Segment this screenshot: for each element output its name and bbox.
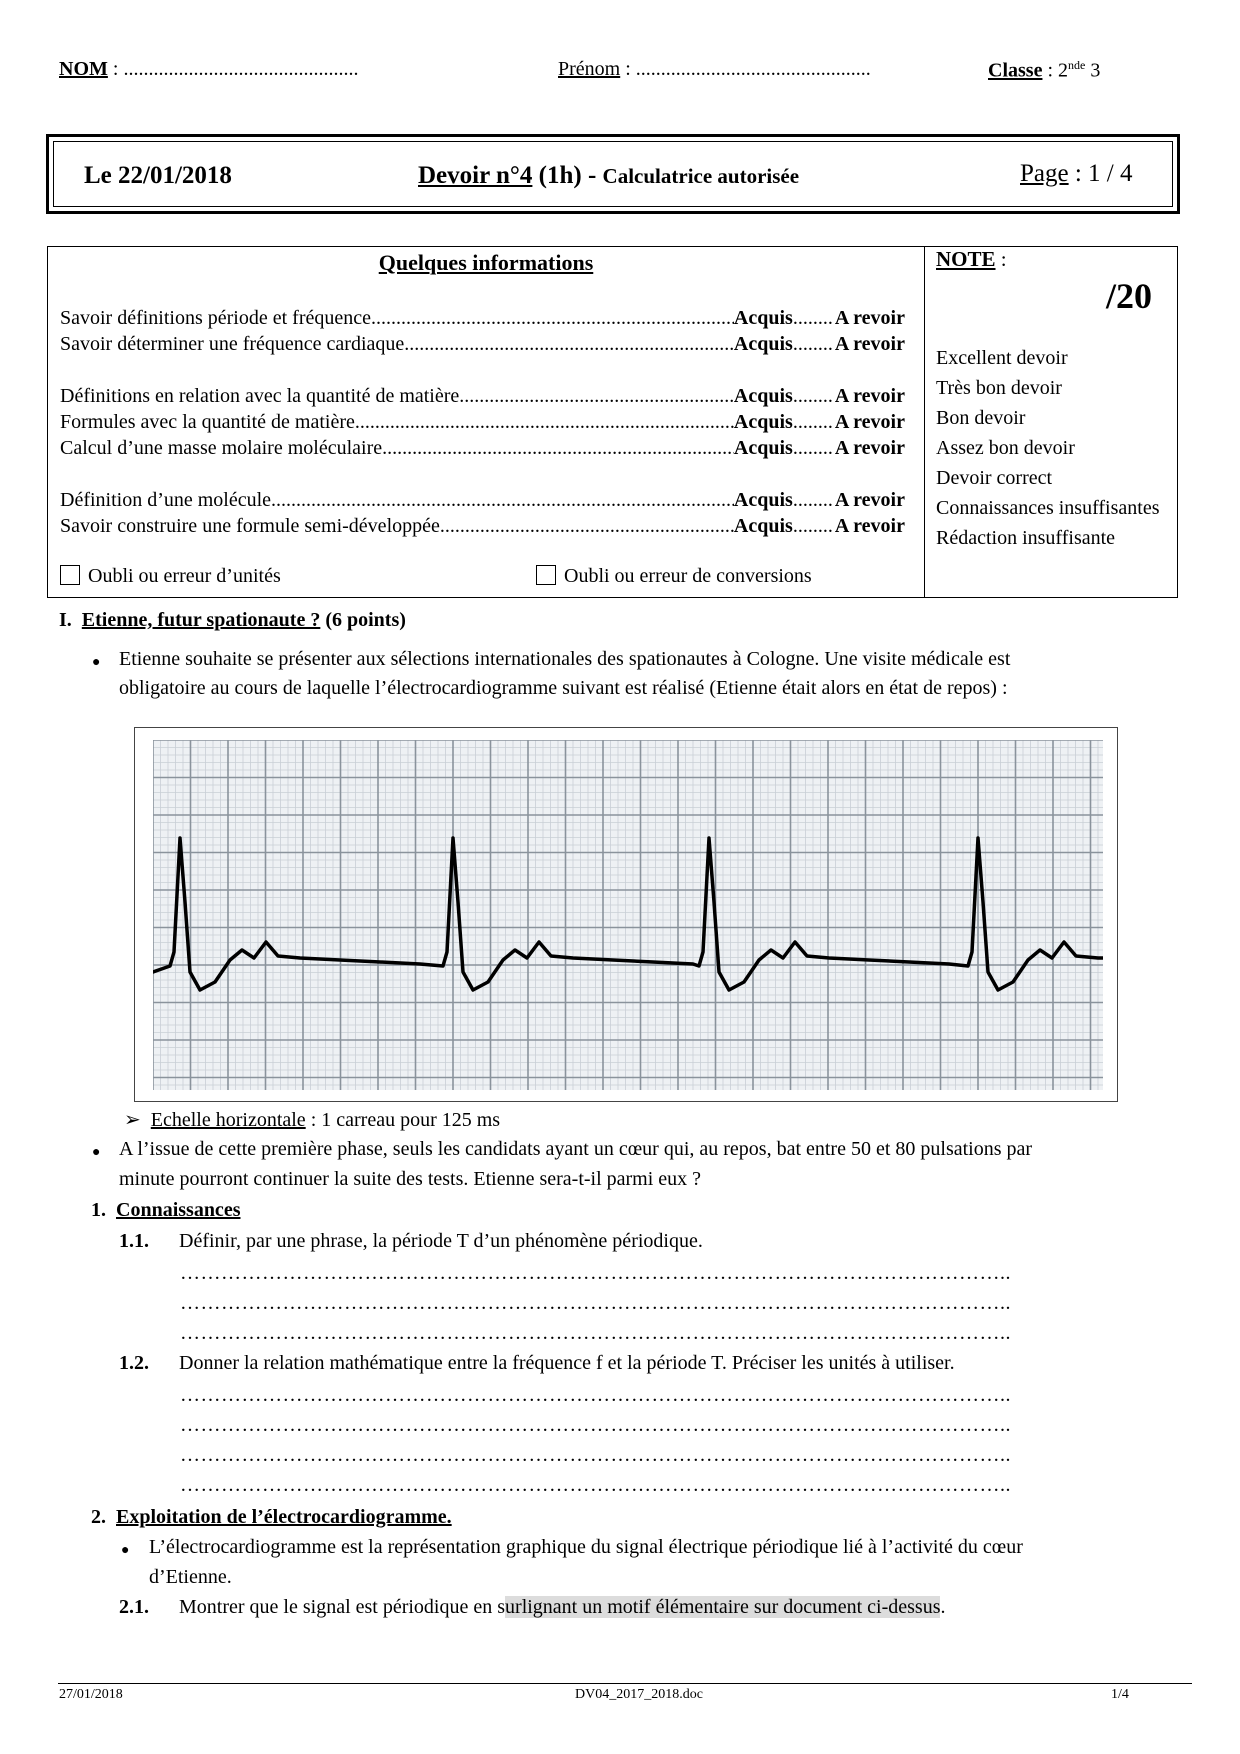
- acquis-label: Acquis: [733, 437, 793, 459]
- leader-dots: [382, 437, 734, 460]
- separator-dots: ........: [792, 385, 833, 407]
- a-revoir-label: A revoir: [834, 385, 905, 407]
- leader-dots: [404, 333, 734, 356]
- conversions-checkbox-row: [536, 565, 812, 588]
- devoir-duration: (1h) -: [532, 162, 603, 189]
- part-2-title: Exploitation de l’électrocardiogramme.: [116, 1506, 452, 1528]
- skill-row: [60, 411, 905, 434]
- ecg-grid: [153, 740, 1103, 1090]
- leader-dots: [271, 489, 734, 512]
- a-revoir-label: A revoir: [834, 333, 905, 355]
- answer-line[interactable]: …………………………………………………………………………………………………………..: [180, 1444, 1011, 1466]
- answer-line[interactable]: …………………………………………………………………………………………………………..: [180, 1322, 1011, 1344]
- bullet-icon: ●: [121, 1543, 130, 1558]
- acquis-label: Acquis: [733, 515, 793, 537]
- conversions-checkbox[interactable]: [536, 565, 556, 585]
- skill-label: Savoir définitions période et fréquence: [60, 307, 371, 329]
- calculator-note: Calculatrice autorisée: [602, 164, 800, 188]
- condition-line-1: A l’issue de cette première phase, seuls les candidats ayant un cœur qui, au repos, bat entre 50 et 80 pulsations par: [119, 1138, 1033, 1160]
- q12-number: 1.2.: [119, 1352, 149, 1374]
- q21-highlighted-text: urlignant un motif élémentaire sur document ci-dessus: [505, 1596, 941, 1618]
- skill-label: Savoir construire une formule semi-développée: [60, 515, 440, 537]
- note-score: /20: [1106, 276, 1153, 316]
- skill-row: [60, 307, 905, 330]
- scale-line: [124, 1107, 500, 1132]
- note-heading: [936, 247, 1007, 272]
- a-revoir-label: A revoir: [834, 515, 905, 537]
- section-1-heading: [59, 609, 406, 632]
- section-1-title: Etienne, futur spationaute ?: [81, 609, 321, 631]
- arrow-bullet-icon: ➢: [124, 1109, 141, 1131]
- intro-line-1: Etienne souhaite se présenter aux sélections internationales des spationautes à Cologne. Une visite médicale est: [119, 648, 1011, 670]
- skill-row: [60, 437, 905, 460]
- nom-dots: : ...............................................: [107, 58, 359, 80]
- units-checkbox-label: Oubli ou erreur d’unités: [88, 565, 281, 587]
- part-1-heading: [91, 1199, 240, 1222]
- leader-dots: [459, 385, 734, 408]
- skill-label: Formules avec la quantité de matière: [60, 411, 355, 433]
- skill-row: [60, 515, 905, 538]
- info-table: [47, 246, 1178, 598]
- answer-line[interactable]: …………………………………………………………………………………………………………..: [180, 1474, 1011, 1496]
- bullet-icon: ●: [92, 655, 101, 670]
- acquis-label: Acquis: [733, 307, 793, 329]
- info-divider: [924, 247, 925, 597]
- title-inner-border: [53, 141, 1173, 207]
- part-2-number: 2.: [91, 1506, 106, 1528]
- answer-line[interactable]: …………………………………………………………………………………………………………..: [180, 1414, 1011, 1436]
- grade-item: Assez bon devoir: [936, 437, 1075, 459]
- conversions-checkbox-label: Oubli ou erreur de conversions: [564, 565, 812, 587]
- q12-text: Donner la relation mathématique entre la fréquence f et la période T. Préciser les unités à utiliser.: [179, 1352, 955, 1374]
- grade-item: Bon devoir: [936, 407, 1026, 429]
- q21-number: 2.1.: [119, 1596, 149, 1618]
- units-checkbox-row: [60, 565, 281, 588]
- note-colon: :: [995, 247, 1007, 271]
- classe-value: : 2: [1042, 59, 1069, 82]
- ecg-figure: [134, 727, 1118, 1102]
- skill-label: Savoir déterminer une fréquence cardiaque: [60, 333, 405, 355]
- section-1-points: (6 points): [320, 609, 406, 631]
- classe-label: Classe: [988, 59, 1043, 82]
- separator-dots: ........: [792, 333, 833, 355]
- prenom-dots: : ...............................................: [620, 58, 871, 80]
- q11-text: Définir, par une phrase, la période T d’un phénomène périodique.: [179, 1230, 703, 1252]
- grade-item: Devoir correct: [936, 467, 1053, 489]
- acquis-label: Acquis: [733, 411, 793, 433]
- skill-row: [60, 385, 905, 408]
- classe-value-post: 3: [1085, 59, 1101, 82]
- classe-field: [988, 58, 1100, 83]
- q21-text-end: .: [940, 1596, 946, 1618]
- classe-sup: nde: [1068, 58, 1086, 72]
- nom-field: [59, 58, 358, 81]
- skill-row: [60, 333, 905, 356]
- separator-dots: ........: [792, 489, 833, 511]
- footer-date: 27/01/2018: [59, 1687, 123, 1702]
- page-value: : 1 / 4: [1068, 160, 1133, 187]
- grade-item: Rédaction insuffisante: [936, 527, 1116, 549]
- grade-item: Très bon devoir: [936, 377, 1062, 399]
- grade-item: Connaissances insuffisantes: [936, 497, 1160, 519]
- q21-text: [179, 1596, 945, 1619]
- skill-label: Définition d’une molécule: [60, 489, 272, 511]
- skill-label: Calcul d’une masse molaire moléculaire: [60, 437, 383, 459]
- grade-item: Excellent devoir: [936, 347, 1068, 369]
- scale-value: : 1 carreau pour 125 ms: [305, 1109, 501, 1131]
- ecg-desc-line-2: d’Etienne.: [149, 1566, 232, 1588]
- q11-number: 1.1.: [119, 1230, 149, 1252]
- nom-label: NOM: [59, 58, 108, 80]
- section-1-number: I.: [59, 609, 72, 631]
- leader-dots: [355, 411, 734, 434]
- a-revoir-label: A revoir: [834, 437, 905, 459]
- leader-dots: [371, 307, 734, 330]
- part-2-heading: [91, 1506, 452, 1529]
- bullet-icon: ●: [92, 1145, 101, 1160]
- answer-line[interactable]: …………………………………………………………………………………………………………..: [180, 1384, 1011, 1406]
- leader-dots: [440, 515, 734, 538]
- intro-line-2: obligatoire au cours de laquelle l’électrocardiogramme suivant est réalisé (Etienne était alors en état de repos) :: [119, 677, 1008, 699]
- title-box: [46, 134, 1180, 214]
- ecg-desc-line-1: L’électrocardiogramme est la représentation graphique du signal électrique périodique lié à l’activité du cœur: [149, 1536, 1023, 1558]
- devoir-label: Devoir n°4: [418, 162, 533, 189]
- separator-dots: ........: [792, 411, 833, 433]
- condition-line-2: minute pourront continuer la suite des tests. Etienne sera-t-il parmi eux ?: [119, 1168, 702, 1190]
- note-label: NOTE: [936, 247, 996, 271]
- units-checkbox[interactable]: [60, 565, 80, 585]
- info-heading: Quelques informations: [378, 250, 594, 275]
- separator-dots: ........: [792, 515, 833, 537]
- acquis-label: Acquis: [733, 333, 793, 355]
- footer-page: 1/4: [1111, 1687, 1129, 1702]
- page-label: Page: [1020, 160, 1069, 187]
- acquis-label: Acquis: [733, 489, 793, 511]
- footer-rule: [58, 1683, 1192, 1684]
- footer-filename: DV04_2017_2018.doc: [575, 1687, 703, 1702]
- skill-label: Définitions en relation avec la quantité de matière: [60, 385, 460, 407]
- a-revoir-label: A revoir: [834, 411, 905, 433]
- skill-row: [60, 489, 905, 512]
- exam-title: [418, 162, 799, 190]
- prenom-field: [558, 58, 871, 81]
- acquis-label: Acquis: [733, 385, 793, 407]
- part-1-number: 1.: [91, 1199, 106, 1221]
- answer-line[interactable]: …………………………………………………………………………………………………………..: [180, 1262, 1011, 1284]
- ecg-chart: [153, 740, 1103, 1090]
- prenom-label: Prénom: [558, 58, 621, 80]
- separator-dots: ........: [792, 307, 833, 329]
- q21-text-start: Montrer que le signal est périodique en s: [179, 1596, 506, 1618]
- a-revoir-label: A revoir: [834, 307, 905, 329]
- part-1-title: Connaissances: [116, 1199, 241, 1221]
- a-revoir-label: A revoir: [834, 489, 905, 511]
- answer-line[interactable]: …………………………………………………………………………………………………………..: [180, 1292, 1011, 1314]
- exam-date: Le 22/01/2018: [84, 162, 232, 189]
- separator-dots: ........: [792, 437, 833, 459]
- page-indicator: [1020, 160, 1133, 188]
- scale-label: Echelle horizontale: [150, 1109, 306, 1131]
